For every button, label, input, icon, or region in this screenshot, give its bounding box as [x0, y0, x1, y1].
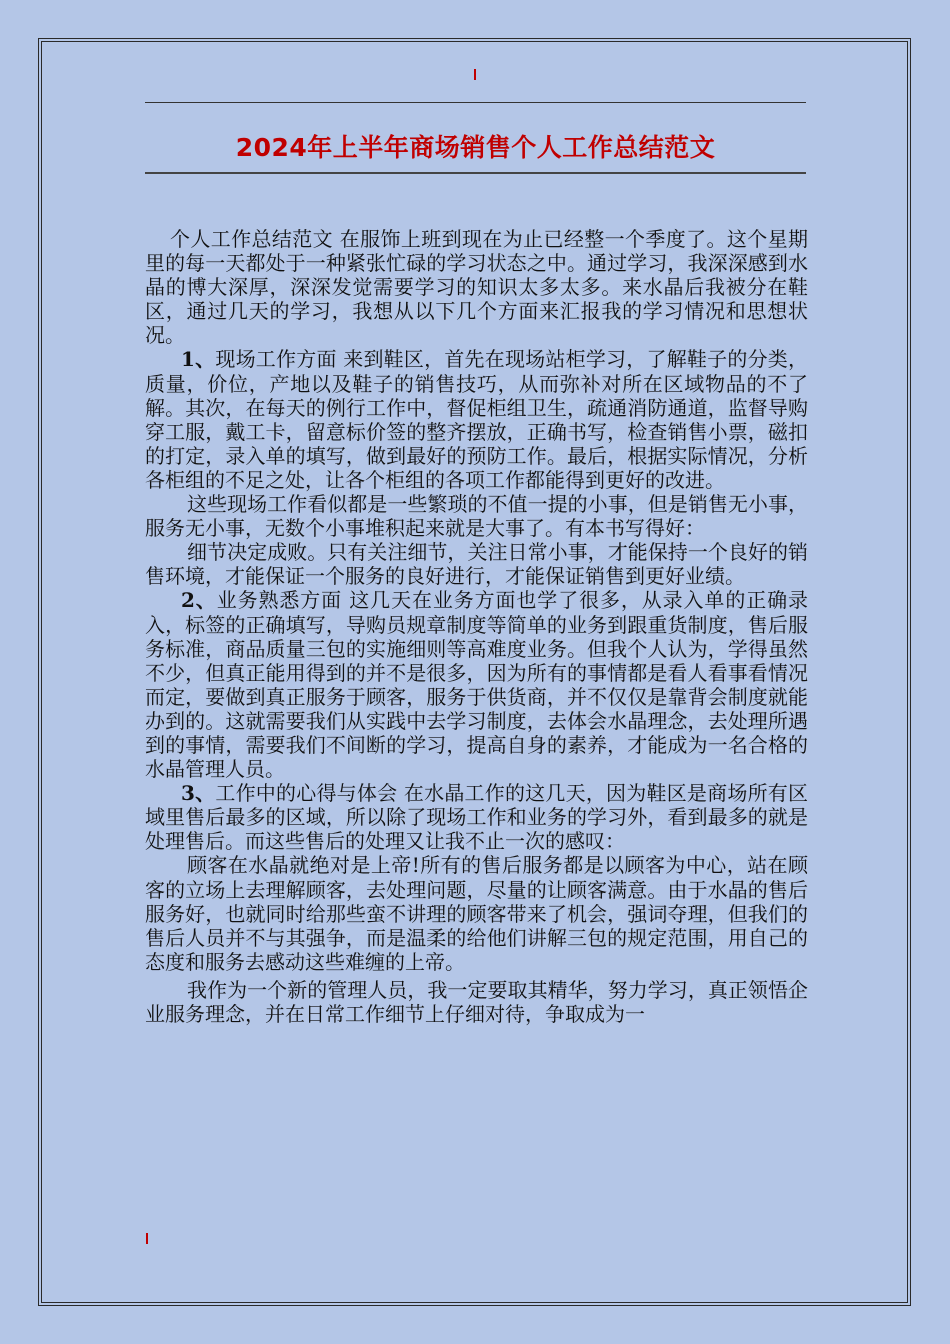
paragraph-section-3	[145, 781, 808, 853]
paragraph-section-3-detail	[145, 853, 808, 973]
section-number: 2、	[181, 588, 217, 613]
paragraph-section-1-note	[145, 492, 808, 540]
document-title: 2024年上半年商场销售个人工作总结范文	[235, 133, 716, 162]
title-rule	[145, 172, 806, 174]
paragraph-text: 顾客在水晶就绝对是上帝!所有的售后服务都是以顾客为中心，站在顾客的立场上去理解顾客，去处理问题，尽量的让顾客满意。由于水晶的售后服务好，也就同时给那些蛮不讲理的顾客带来了机会，强词夺理，但我们的售后人员并不与其强争，而是温柔的给他们讲解三包的规定范围，用自己的态度和服务去感动这些难缠的上帝。	[145, 853, 808, 974]
paragraph-text: 工作中的心得与体会 在水晶工作的这几天，因为鞋区是商场所有区域里售后最多的区域，所以除了现场工作和业务的学习外，看到最多的就是处理售后。而这些售后的处理又让我不止一次的感叹：	[145, 781, 809, 854]
document-body	[145, 227, 808, 1026]
footer-cursor-mark	[146, 1233, 148, 1244]
paragraph-text: 我作为一个新的管理人员，我一定要取其精华，努力学习，真正领悟企业服务理念，并在日常工作细节上仔细对待，争取成为一	[145, 977, 808, 1026]
paragraph-section-1	[145, 347, 808, 492]
section-number: 1、	[181, 347, 216, 372]
paragraph-text: 业务熟悉方面 这几天在业务方面也学了很多，从录入单的正确录入，标签的正确填写，导购员规章制度等简单的业务到跟重货制度，售后服务标准，商品质量三包的实施细则等高难度业务。但我个人认为，学得虽然不少，但真正能用得到的并不是很多，因为所有的事情都是看人看事看情况而定，要做到真正服务于顾客，服务于供货商，并不仅仅是靠背会制度就能办到的。这就需要我们从实践中去学习制度，去体会水晶理念，去处理所遇到的事情，需要我们不间断的学习，提高自身的素养，才能成为一名合格的水晶管理人员。	[145, 588, 808, 782]
paragraph-text: 现场工作方面 来到鞋区，首先在现场站柜学习，了解鞋子的分类，质量，价位，产地以及鞋子的销售技巧，从而弥补对所在区域物品的不了解。其次，在每天的例行工作中，督促柜组卫生，疏通消防通道，监督导购穿工服，戴工卡，留意标价签的整齐摆放，正确书写，检查销售小票，磁扣的打定，录入单的填写，做到最好的预防工作。最后，根据实际情况，分析各柜组的不足之处，让各个柜组的各项工作都能得到更好的改进。	[145, 347, 809, 492]
header-cursor-mark	[474, 69, 476, 80]
paragraph-text: 细节决定成败。只有关注细节，关注日常小事，才能保持一个良好的销售环境，才能保证一个服务的良好进行，才能保证销售到更好业绩。	[145, 540, 808, 589]
paragraph-section-2	[145, 588, 808, 781]
header-rule	[145, 102, 806, 103]
section-number: 3、	[181, 781, 216, 806]
paragraph-text: 这些现场工作看似都是一些繁琐的不值一提的小事，但是销售无小事，服务无小事，无数个小事堆积起来就是大事了。有本书写得好：	[145, 492, 808, 541]
paragraph-text: 个人工作总结范文 在服饰上班到现在为止已经整一个季度了。这个星期里的每一天都处于一种紧张忙碌的学习状态之中。通过学习，我深深感到水晶的博大深厚，深深发觉需要学习的知识太多太多。来水晶后我被分在鞋区，通过几天的学习，我想从以下几个方面来汇报我的学习情况和思想状况。	[145, 227, 808, 348]
paragraph-conclusion	[145, 978, 808, 1026]
paragraph-intro	[145, 227, 808, 347]
paragraph-section-1-quote	[145, 540, 808, 588]
